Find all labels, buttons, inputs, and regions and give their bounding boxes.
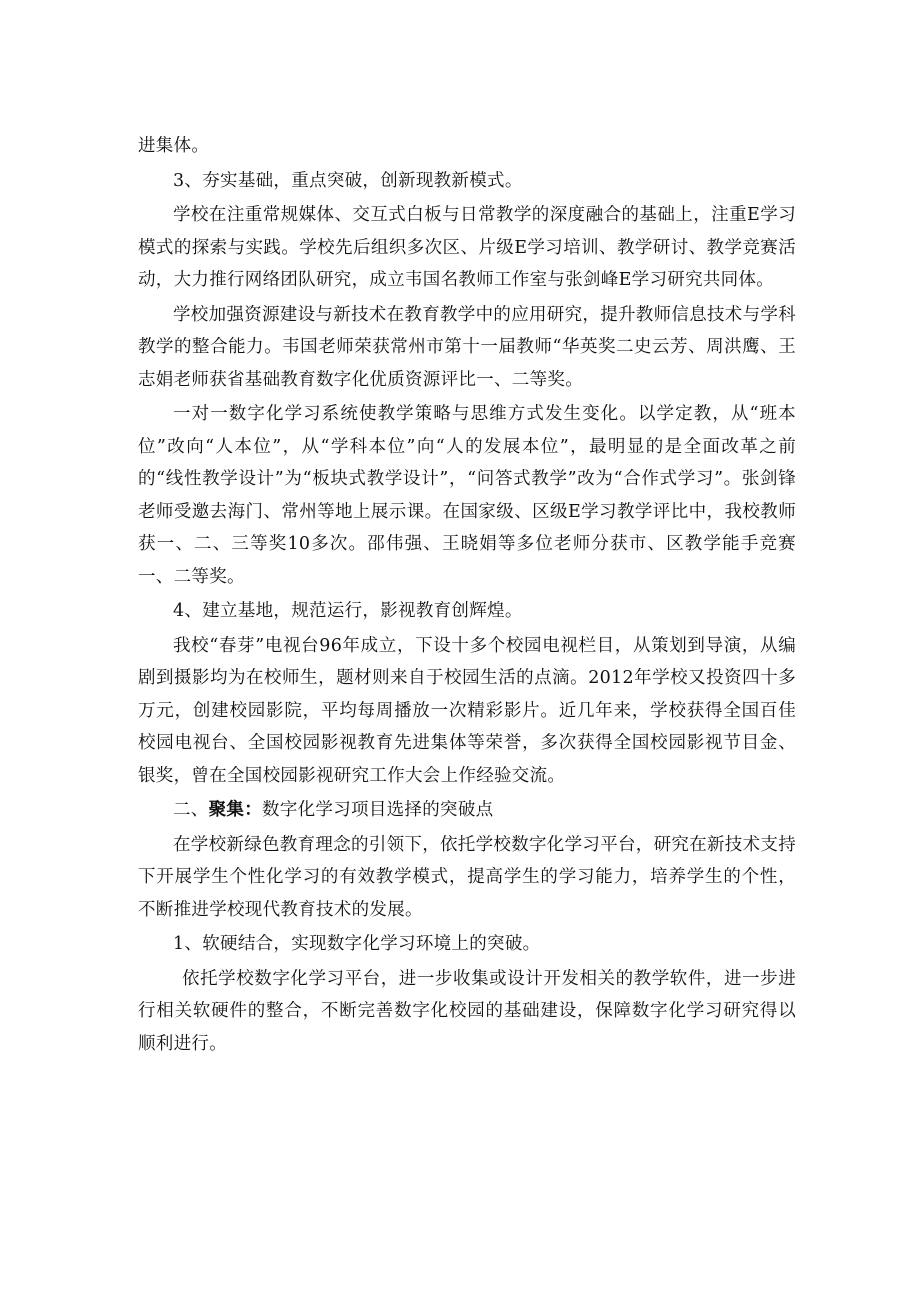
paragraph-resources: 学校加强资源建设与新技术在教育教学中的应用研究，提升教师信息技术与学科教学的整合能力。韦国老师荣获常州市第十一届教师“华英奖二史云芳、周洪鹰、王志娟老师获省基础教育数字化优质资源评比一、二等奖。 xyxy=(138,304,796,390)
subheading-1: 1、软硬结合，实现数字化学习环境上的突破。 xyxy=(173,934,541,954)
section-heading-2 xyxy=(138,794,796,827)
section-heading-rest: 数字化学习项目选择的突破点 xyxy=(262,800,494,820)
document-body xyxy=(138,130,796,1060)
section-heading-bold: 聚集： xyxy=(208,800,263,820)
paragraph-e-learning: 学校在注重常规媒体、交互式白板与日常教学的深度融合的基础上，注重E学习模式的探索与实践。学校先后组织多次区、片级E学习培训、教学研讨、教学竞赛活动，大力推行网络团队研究，成立韦国名教师工作室与张剑峰E学习研究共同体。 xyxy=(138,205,796,290)
subheading-3: 3、夯实基础，重点突破，创新现教新模式。 xyxy=(173,170,523,191)
section-heading-prefix: 二、 xyxy=(173,800,209,820)
subheading-4: 4、建立基地，规范运行，影视教育创辉煌。 xyxy=(173,601,523,621)
paragraph-tv-station: 我校“春芽”电视台96年成立，下设十多个校园电视栏目，从策划到导演，从编剧到摄影均为在校师生，题材则来自于校园生活的点滴。2012年学校又投资四十多万元，创建校园影院，平均每周播放一次精彩影片。近几年来，学校获得全国百佳校园电视台、全国校园影视教育先进集体等荣誉，多次获得全国校园影视节目金、银奖，曾在全国校园影视研究工作大会上作经验交流。 xyxy=(138,635,796,786)
paragraph-platform: 依托学校数字化学习平台，进一步收集或设计开发相关的教学软件，进一步进行相关软硬件的整合，不断完善数字化校园的基础建设，保障数字化学习研究得以顺利进行。 xyxy=(138,968,796,1054)
paragraph-continuation: 进集体。 xyxy=(138,136,210,156)
paragraph-one-to-one: 一对一数字化学习系统使教学策略与思维方式发生变化。以学定教，从“班本位”改向“人本位”，从“学科本位”向“人的发展本位”，最明显的是全面改革之前的“线性教学设计”为“板块式教学设计”，“问答式教学”改为“合作式学习”。张剑锋老师受邀去海门、常州等地上展示课。在国家级、区级E学习教学评比中，我校教师获一、二、三等奖10多次。邵伟强、王晓娟等多位老师分获市、区教学能手竞赛一、二等奖。 xyxy=(138,404,796,587)
paragraph-green-education: 在学校新绿色教育理念的引领下，依托学校数字化学习平台，研究在新技术支持下开展学生个性化学习的有效教学模式，提高学生的学习能力，培养学生的个性，不断推进学校现代教育技术的发展。 xyxy=(138,834,796,920)
